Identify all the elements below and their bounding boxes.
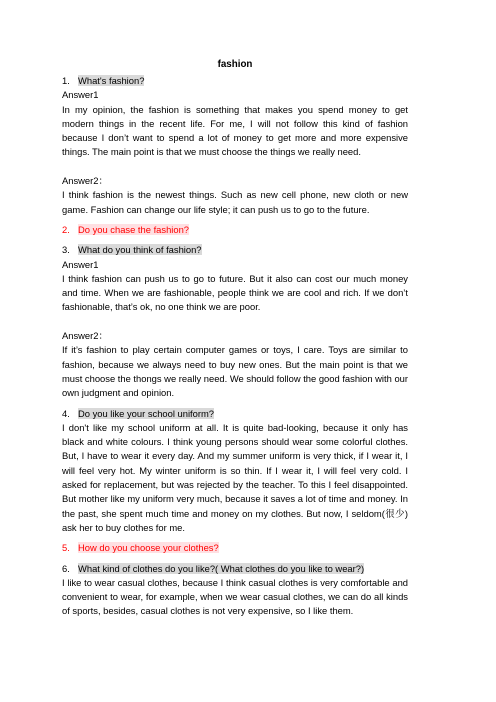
question-text: What's fashion? xyxy=(78,75,145,86)
question-number: 6. xyxy=(62,562,70,574)
answer-label: Answer2： xyxy=(62,175,108,187)
document-title: fashion xyxy=(217,59,253,70)
question-5 xyxy=(62,541,408,555)
answer-paragraph: I like to wear casual clothes, because I think casual clothes is very comfortable and convenient to wear, for example, when we wear casual clothes, we can do all kinds of sports, besides, casual clothes is not very expensive, so I like them. xyxy=(62,576,408,617)
question-4 xyxy=(62,407,408,421)
answer-label: Answer1 xyxy=(62,89,99,101)
question-2 xyxy=(62,223,408,237)
answer-paragraph: If it’s fashion to play certain computer games or toys, I care. Toys are similar to fashion, because we always need to buy new ones. But the main point is that we must choose the thongs we really need. We should follow the good fashion with our own judgment and opinion. xyxy=(62,344,408,399)
question-6 xyxy=(62,562,408,576)
question-number: 3. xyxy=(62,244,70,256)
document-body xyxy=(62,58,408,619)
question-number: 4. xyxy=(62,407,70,419)
answer-paragraph: I don't like my school uniform at all. It is quite bad-looking, because it only has black and white colours. I think young persons should wear some colorful clothes. But, I have to wear it every day. And my summer uniform is very thick, if I wear it, I will feel very hot. My winter uniform is so thin. If I wear it, I will feel very cold. I asked for replacement, but was rejected by the teacher. To this I feel disappointed. But mother like my uniform very much, because it saves a lot of time and money. In the past, she spent much time and money on my clothes. But now, I seldom(很少) ask her to buy clothes for me. xyxy=(62,421,408,533)
question-text: Do you chase the fashion? xyxy=(78,223,190,235)
answer-paragraph: I think fashion can push us to go to future. But it also can cost our much money and time. When we are fashionable, people think we are cool and rich. If we don’t fashionable, that’s ok, no one think we are poor. xyxy=(62,272,408,313)
question-number: 2. xyxy=(62,223,70,235)
question-number: 5. xyxy=(62,542,70,554)
question-3 xyxy=(62,243,408,257)
answer-label: Answer2： xyxy=(62,330,108,342)
question-text: What kind of clothes do you like?( What clothes do you like to wear?) xyxy=(78,562,365,574)
question-text: How do you choose your clothes? xyxy=(78,542,219,554)
answer-paragraph: I think fashion is the newest things. Such as new cell phone, new cloth or new game. Fashion can change our life style; it can push us to go to the future. xyxy=(62,189,408,215)
question-number: 1. xyxy=(62,75,70,86)
question-1 xyxy=(62,74,408,88)
question-text: What do you think of fashion? xyxy=(78,244,202,256)
answer-label: Answer1 xyxy=(62,258,99,270)
question-text: Do you like your school uniform? xyxy=(78,407,215,419)
answer-paragraph: In my opinion, the fashion is something that makes you spend money to get modern things in the recent life. For me, I will not follow this kind of fashion because I don’t want to spend a lot of money to get more and more expensive things. The main point is that we must choose the things we really need. xyxy=(62,103,408,158)
